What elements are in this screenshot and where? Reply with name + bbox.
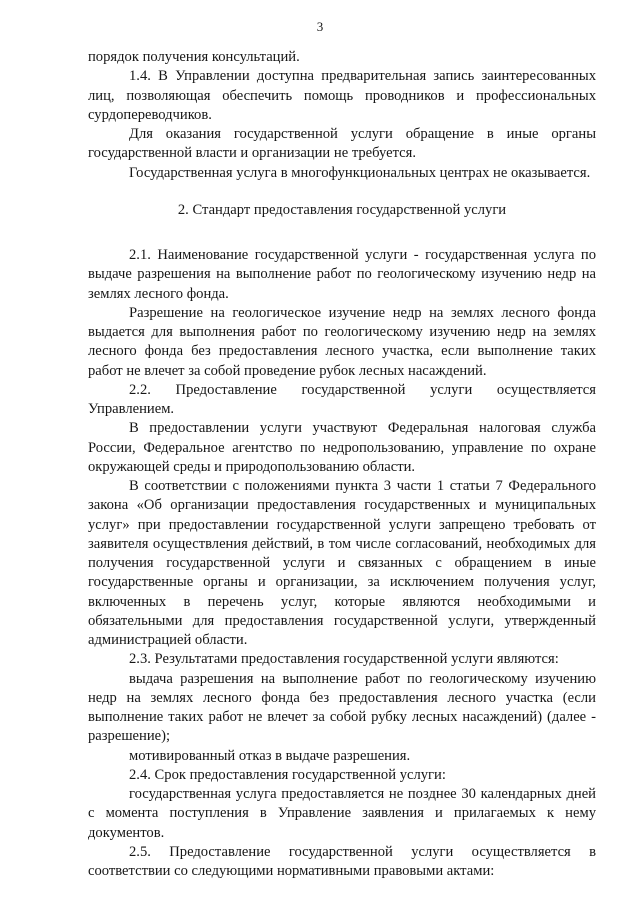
- paragraph: В соответствии с положениями пункта 3 части 1 статьи 7 Федерального закона «Об организации предоставления государственных и муниципальных услуг» при предоставлении государственной услуги запрещено требовать от заявителя осуществления действий, в том числе согласований, необходимых для получения государственной услуги и связанных с обращением в иные государственные органы и организации, за исключением получения услуг, включенных в перечень услуг, которые являются необходимыми и обязательными для предоставления государственной услуги, утвержденный администрацией области.: [88, 478, 596, 648]
- paragraph: 2.5. Предоставление государственной услуги осуществляется в соответствии со следующими нормативными правовыми актами:: [88, 843, 596, 879]
- paragraph: выдача разрешения на выполнение работ по геологическому изучению недр на землях лесного фонда без предоставления лесного участка (если выполнение таких работ не влечет за собой рубку лесных насаждений) (далее - разрешение);: [88, 670, 596, 745]
- paragraph: порядок получения консультаций.: [88, 49, 300, 65]
- paragraph: 2.4. Срок предоставления государственной услуги:: [129, 766, 446, 783]
- paragraph: Разрешение на геологическое изучение недр на землях лесного фонда выдается для выполнения работ по геологическому изучению недр на землях лесного фонда без предоставления лесного участка, если выполнение таких работ не влечет за собой проведение рубок лесных насаждений.: [88, 304, 596, 379]
- paragraph: Государственная услуга в многофункциональных центрах не оказывается.: [129, 164, 591, 181]
- section-2-block: [88, 246, 596, 881]
- paragraph: 2.3. Результатами предоставления государственной услуги являются:: [129, 651, 559, 668]
- paragraph: 2.2. Предоставление государственной услуги осуществляется Управлением.: [88, 381, 596, 417]
- page-number: 3: [316, 19, 324, 34]
- paragraph: государственная услуга предоставляется не позднее 30 календарных дней с момента поступления в Управление заявления и прилагаемых к нему документов.: [88, 786, 596, 841]
- paragraph: мотивированный отказ в выдаче разрешения.: [129, 747, 411, 764]
- document-body: [88, 48, 596, 881]
- paragraph: В предоставлении услуги участвуют Федеральная налоговая служба России, Федеральное агентство по недропользованию, управление по охране окружающей среды и природопользованию области.: [88, 420, 596, 475]
- section-title: 2. Стандарт предоставления государственной услуги: [177, 201, 507, 218]
- intro-block: [88, 48, 596, 183]
- paragraph: 1.4. В Управлении доступна предварительная запись заинтересованных лиц, позволяющая обеспечить помощь проводников и профессиональных сурдопереводчиков.: [88, 68, 596, 123]
- paragraph: 2.1. Наименование государственной услуги - государственная услуга по выдаче разрешения на выполнение работ по геологическому изучению недр на землях лесного фонда.: [88, 247, 596, 302]
- paragraph: Для оказания государственной услуги обращение в иные органы государственной власти и организации не требуется.: [88, 126, 596, 162]
